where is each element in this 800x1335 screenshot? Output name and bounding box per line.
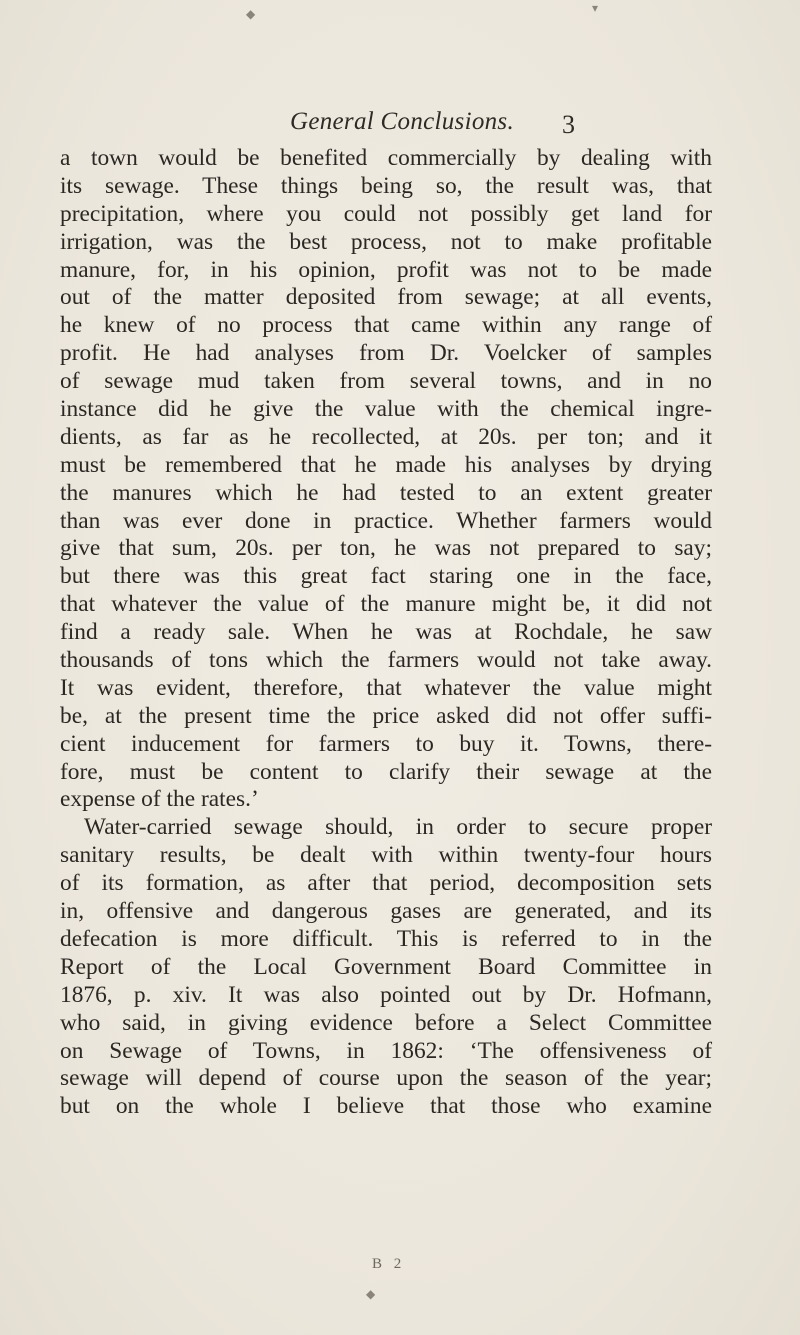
- text-line: its sewage. These things being so, the result was, that: [60, 172, 712, 199]
- text-line: out of the matter deposited from sewage; at all events,: [60, 284, 712, 311]
- text-line: defecation is more difficult. This is referred to in the: [60, 925, 712, 952]
- text-line: thousands of tons which the farmers would not take away.: [60, 647, 712, 674]
- text-line: manure, for, in his opinion, profit was not to be made: [60, 256, 712, 283]
- text-line: cient inducement for farmers to buy it. Towns, there-: [60, 730, 712, 757]
- text-line: that whatever the value of the manure might be, it did not: [60, 591, 712, 618]
- text-line: who said, in giving evidence before a Select Committee: [60, 1009, 712, 1036]
- text-line: find a ready sale. When he was at Rochdale, he saw: [60, 619, 712, 646]
- text-line: in, offensive and dangerous gases are generated, and its: [60, 898, 712, 925]
- text-line: but there was this great fact staring one in the face,: [60, 563, 712, 590]
- text-line: profit. He had analyses from Dr. Voelcker of samples: [60, 340, 712, 367]
- text-line: a town would be benefited commercially by dealing with: [60, 145, 712, 171]
- text-line: instance did he give the value with the chemical ingre-: [60, 396, 712, 423]
- page-number: 3: [562, 110, 575, 139]
- text-line: on Sewage of Towns, in 1862: ‘The offensiveness of: [60, 1037, 712, 1064]
- text-line: but on the whole I believe that those who examine: [60, 1093, 712, 1120]
- paragraph-end-line: expense of the rates.’: [60, 786, 259, 813]
- text-line: precipitation, where you could not possibly get land for: [60, 200, 712, 227]
- text-line: be, at the present time the price asked did not offer suffi-: [60, 702, 712, 729]
- text-line: 1876, p. xiv. It was also pointed out by Dr. Hofmann,: [60, 981, 712, 1008]
- running-title: General Conclusions.: [289, 108, 515, 135]
- text-line: irrigation, was the best process, not to make profitable: [60, 228, 712, 255]
- text-line: of its formation, as after that period, decomposition sets: [60, 870, 712, 897]
- text-line: give that sum, 20s. per ton, he was not prepared to say;: [60, 535, 712, 562]
- paragraph-start-line: Water-carried sewage should, in order to secure proper: [84, 814, 712, 841]
- print-speck: ◆: [366, 1287, 376, 1301]
- body-text: [60, 145, 712, 1121]
- text-line: of sewage mud taken from several towns, and in no: [60, 368, 712, 395]
- text-line: must be remembered that he made his analyses by drying: [60, 451, 712, 478]
- text-line: sanitary results, be dealt with within twenty-four hours: [60, 842, 712, 869]
- print-speck: ◆: [246, 7, 256, 21]
- text-line: than was ever done in practice. Whether farmers would: [60, 507, 712, 534]
- text-line: sewage will depend of course upon the season of the year;: [60, 1065, 712, 1092]
- text-line: dients, as far as he recollected, at 20s. per ton; and it: [60, 423, 712, 450]
- text-line: It was evident, therefore, that whatever the value might: [60, 674, 712, 701]
- text-line: Report of the Local Government Board Committee in: [60, 953, 712, 980]
- running-head: [0, 108, 800, 138]
- text-line: fore, must be content to clarify their sewage at the: [60, 758, 712, 785]
- signature-mark: B 2: [372, 1256, 406, 1272]
- print-speck: ▾: [592, 1, 599, 15]
- text-line: he knew of no process that came within any range of: [60, 312, 712, 339]
- text-line: the manures which he had tested to an extent greater: [60, 479, 712, 506]
